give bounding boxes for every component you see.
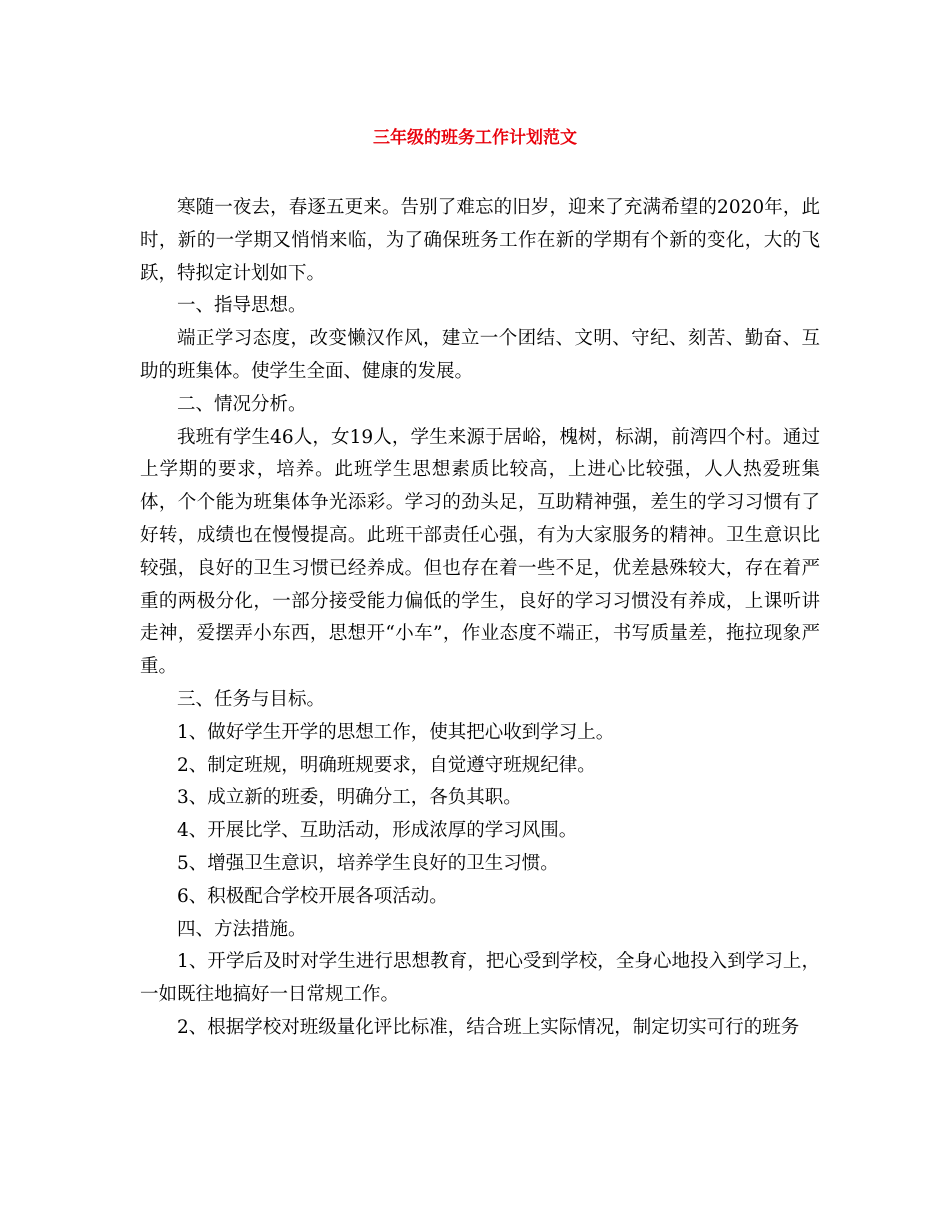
task-item: 3、成立新的班委，明确分工，各负其职。 — [177, 787, 522, 809]
document-body — [140, 192, 820, 1045]
task-item: 1、做好学生开学的思想工作，使其把心收到学习上。 — [177, 721, 615, 743]
section-heading-methods: 四、方法措施。 — [177, 918, 307, 940]
task-item: 2、制定班规，明确班规要求，自觉遵守班规纪律。 — [177, 754, 596, 776]
task-item: 4、开展比学、互助活动，形成浓厚的学习风围。 — [177, 820, 578, 842]
method-item: 1、开学后及时对学生进行思想教育，把心受到学校，全身心地投入到学习上，一如既往地搞好一日常规工作。 — [140, 951, 820, 1006]
section-heading-situation-analysis: 二、情况分析。 — [177, 393, 307, 415]
document-title: 三年级的班务工作计划范文 — [373, 128, 577, 148]
section-heading-tasks-goals: 三、任务与目标。 — [177, 688, 326, 710]
method-item: 2、根据学校对班级量化评比标准，结合班上实际情况，制定切实可行的班务 — [177, 1016, 800, 1038]
task-item: 5、增强卫生意识，培养学生良好的卫生习惯。 — [177, 852, 559, 874]
situation-analysis-paragraph: 我班有学生46人，女19人，学生来源于居峪，槐树，标湖，前湾四个村。通过上学期的要求，培养。此班学生思想素质比较高，上进心比较强，人人热爱班集体，个个能为班集体争光添彩。学习的劲头足，互助精神强，差生的学习习惯有了好转，成绩也在慢慢提高。此班干部责任心强，有为大家服务的精神。卫生意识比较强，良好的卫生习惯已经养成。但也存在着一些不足，优差悬殊较大，存在着严重的两极分化，一部分接受能力偏低的学生，良好的学习习惯没有养成，上课听讲走神，爱摆弄小东西，思想开“小车”，作业态度不端正，书写质量差，拖拉现象严重。 — [140, 426, 820, 678]
task-item: 6、积极配合学校开展各项活动。 — [177, 885, 448, 907]
guiding-thought-paragraph: 端正学习态度，改变懒汉作风，建立一个团结、文明、守纪、刻苦、勤奋、互助的班集体。使学生全面、健康的发展。 — [140, 328, 820, 382]
intro-paragraph: 寒随一夜去，春逐五更来。告别了难忘的旧岁，迎来了充满希望的2020年，此时，新的一学期又悄悄来临，为了确保班务工作在新的学期有个新的变化，大的飞跃，特拟定计划如下。 — [140, 197, 820, 284]
section-heading-guiding-thought: 一、指导思想。 — [177, 295, 307, 317]
